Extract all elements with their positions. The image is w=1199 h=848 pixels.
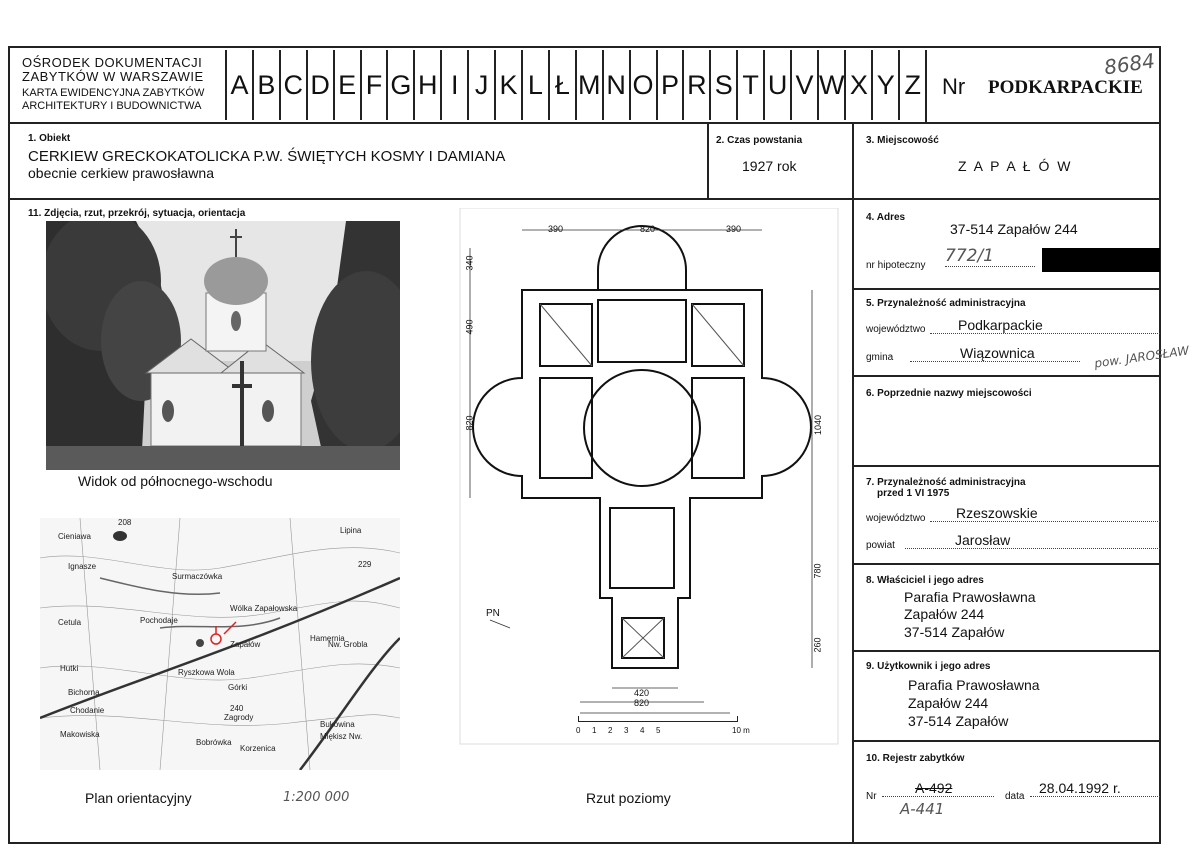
scale-tick-label: 1 bbox=[592, 726, 597, 735]
index-letter: V bbox=[790, 50, 817, 120]
map-place-label: Hutki bbox=[60, 664, 79, 673]
przynaleznosc75-label-2: przed 1 VI 1975 bbox=[877, 488, 950, 499]
region-name: PODKARPACKIE bbox=[988, 77, 1143, 98]
map-place-label: Zagrody bbox=[224, 713, 254, 722]
uzytkownik-line-3: 37-514 Zapałów bbox=[908, 713, 1009, 729]
poprzednie-label: 6. Poprzednie nazwy miejscowości bbox=[866, 388, 1032, 399]
map-place-label: Chodanie bbox=[70, 706, 105, 715]
rejestr-nr-handwritten: A-441 bbox=[900, 800, 945, 818]
scale-bar-line bbox=[578, 716, 738, 722]
redaction-box bbox=[1042, 248, 1160, 272]
nr-label: Nr bbox=[942, 74, 966, 99]
index-letter: U bbox=[763, 50, 790, 120]
plan-caption: Rzut poziomy bbox=[586, 790, 671, 806]
dim-right-3: 260 bbox=[812, 637, 823, 653]
index-letter: K bbox=[494, 50, 521, 120]
przynaleznosc-label: 5. Przynależność administracyjna bbox=[866, 298, 1026, 309]
map-place-label: Bichorna bbox=[68, 688, 100, 697]
org-line-2: ZABYTKÓW W WARSZAWIE bbox=[22, 69, 204, 84]
miejscowosc-value: Z A P A Ł Ó W bbox=[958, 158, 1073, 174]
wlasciciel-line-1: Parafia Prawosławna bbox=[904, 589, 1036, 605]
pn-arrow-label: PN bbox=[486, 608, 500, 619]
index-letters bbox=[225, 50, 925, 120]
index-letter: M bbox=[575, 50, 602, 120]
org-line-1: OŚRODEK DOKUMENTACJI bbox=[22, 55, 203, 70]
adres-value: 37-514 Zapałów 244 bbox=[950, 221, 1078, 237]
rejestr-nr-label: Nr bbox=[866, 791, 877, 802]
pow75-label: powiat bbox=[866, 540, 895, 551]
map-place-label: Nw. Grobla bbox=[328, 640, 368, 649]
dim-right-1: 1040 bbox=[813, 414, 824, 436]
dim-left-3: 820 bbox=[464, 415, 475, 431]
index-letter: T bbox=[736, 50, 763, 120]
map-place-label: Cieniawa bbox=[58, 532, 91, 541]
zdjecia-label: 11. Zdjęcia, rzut, przekrój, sytuacja, orientacja bbox=[28, 208, 246, 219]
map-place-label: Lipina bbox=[340, 526, 362, 535]
miejscowosc-label: 3. Miejscowość bbox=[866, 135, 939, 146]
index-letter: W bbox=[817, 50, 844, 120]
scale-tick-label: 4 bbox=[640, 726, 645, 735]
map-labels bbox=[40, 518, 400, 770]
index-letter: D bbox=[306, 50, 333, 120]
powiat-note: pow. JAROSŁAW bbox=[1093, 343, 1190, 371]
map-place-label: Ignasze bbox=[68, 562, 97, 571]
scale-tick-label: 3 bbox=[624, 726, 629, 735]
photo-caption: Widok od północnego-wschodu bbox=[78, 473, 273, 489]
index-letter: C bbox=[279, 50, 306, 120]
map-place-label: Ryszkowa Wola bbox=[178, 668, 235, 677]
index-letter: S bbox=[709, 50, 736, 120]
map-place-label: Górki bbox=[228, 683, 248, 692]
rejestr-nr-value: A-492 bbox=[882, 780, 994, 797]
handwritten-number: 8684 bbox=[1102, 48, 1157, 80]
index-letter: P bbox=[656, 50, 683, 120]
woj-label: województwo bbox=[866, 324, 926, 335]
woj75-label: województwo bbox=[866, 513, 926, 524]
pow75-value: Jarosław bbox=[905, 532, 1160, 549]
map-place-label: Surmaczówka bbox=[172, 572, 223, 581]
obiekt-name: CERKIEW GRECKOKATOLICKA P.W. ŚWIĘTYCH KOSMY I DAMIANA bbox=[28, 148, 506, 165]
index-letter: J bbox=[467, 50, 494, 120]
index-letter: L bbox=[521, 50, 548, 120]
map-place-label: Bukowina bbox=[320, 720, 355, 729]
rejestr-data-label: data bbox=[1005, 791, 1025, 802]
index-letter: R bbox=[682, 50, 709, 120]
dim-left-2: 490 bbox=[464, 319, 475, 335]
scale-tick-label: 0 bbox=[576, 726, 581, 735]
map-place-label: Miękisz Nw. bbox=[320, 732, 363, 741]
woj75-value: Rzeszowskie bbox=[930, 505, 1160, 522]
scale-tick-label: 10 m bbox=[732, 726, 750, 735]
gmina-label: gmina bbox=[866, 352, 894, 363]
org-line-4: ARCHITEKTURY I BUDOWNICTWA bbox=[22, 100, 202, 112]
map-place-label: Hamernia bbox=[310, 634, 345, 643]
map-elevation-label: 208 bbox=[118, 518, 132, 527]
index-letter: O bbox=[629, 50, 656, 120]
wlasciciel-line-3: 37-514 Zapałów bbox=[904, 624, 1005, 640]
map-place-label: Zapałów bbox=[230, 640, 261, 649]
index-letter: G bbox=[386, 50, 413, 120]
map-place-label: Bobrówka bbox=[196, 738, 232, 747]
obiekt-note: obecnie cerkiew prawosławna bbox=[28, 165, 214, 181]
index-letter: X bbox=[844, 50, 871, 120]
map-elevation-label: 240 bbox=[230, 704, 244, 713]
map-place-label: Korzenica bbox=[240, 744, 276, 753]
index-letter: N bbox=[602, 50, 629, 120]
index-letter: A bbox=[225, 50, 252, 120]
dim-bottom-1: 420 bbox=[634, 688, 650, 698]
org-line-3: KARTA EWIDENCYJNA ZABYTKÓW bbox=[22, 87, 205, 99]
wlasciciel-label: 8. Właściciel i jego adres bbox=[866, 575, 984, 586]
hip-label: nr hipoteczny bbox=[866, 260, 926, 271]
dim-right-2: 780 bbox=[812, 563, 823, 579]
uzytkownik-label: 9. Użytkownik i jego adres bbox=[866, 661, 991, 672]
map-place-label: Makowiska bbox=[60, 730, 100, 739]
przynaleznosc75-label-1: 7. Przynależność administracyjna bbox=[866, 477, 1026, 488]
scale-tick-label: 2 bbox=[608, 726, 613, 735]
dim-top-1: 390 bbox=[548, 224, 564, 234]
floor-plan bbox=[440, 208, 840, 748]
plan-scale-bar bbox=[576, 714, 766, 738]
index-letter: Ł bbox=[548, 50, 575, 120]
map-caption: Plan orientacyjny bbox=[85, 790, 192, 806]
index-letter: H bbox=[413, 50, 440, 120]
woj-value: Podkarpackie bbox=[930, 317, 1160, 334]
index-letter: B bbox=[252, 50, 279, 120]
dim-bottom-2: 820 bbox=[634, 698, 650, 708]
czas-label: 2. Czas powstania bbox=[716, 135, 803, 146]
map-place-label: Cetula bbox=[58, 618, 82, 627]
map-place-label: Pochodaje bbox=[140, 616, 178, 625]
wlasciciel-line-2: Zapałów 244 bbox=[904, 606, 985, 622]
dim-top-3: 390 bbox=[726, 224, 742, 234]
gmina-value: Wiązownica bbox=[910, 345, 1080, 362]
adres-label: 4. Adres bbox=[866, 212, 906, 223]
index-letter: E bbox=[333, 50, 360, 120]
hip-value: 772/1 bbox=[945, 246, 1035, 267]
scale-tick-label: 5 bbox=[656, 726, 661, 735]
dim-left-1: 340 bbox=[464, 255, 475, 271]
uzytkownik-line-2: Zapałów 244 bbox=[908, 695, 989, 711]
rejestr-label: 10. Rejestr zabytków bbox=[866, 753, 965, 764]
map-scale: 1:200 000 bbox=[283, 790, 350, 805]
obiekt-label: 1. Obiekt bbox=[28, 133, 71, 144]
index-letter: F bbox=[360, 50, 387, 120]
uzytkownik-line-1: Parafia Prawosławna bbox=[908, 677, 1040, 693]
dim-top-2: 820 bbox=[640, 224, 656, 234]
map-place-label: Wólka Zapałowska bbox=[230, 604, 298, 613]
map-elevation-label: 229 bbox=[358, 560, 372, 569]
czas-value: 1927 rok bbox=[742, 158, 797, 174]
rejestr-data-value: 28.04.1992 r. bbox=[1030, 780, 1160, 797]
index-letter: I bbox=[440, 50, 467, 120]
index-letter: Z bbox=[898, 50, 925, 120]
church-photo bbox=[46, 221, 400, 470]
index-letter: Y bbox=[871, 50, 898, 120]
